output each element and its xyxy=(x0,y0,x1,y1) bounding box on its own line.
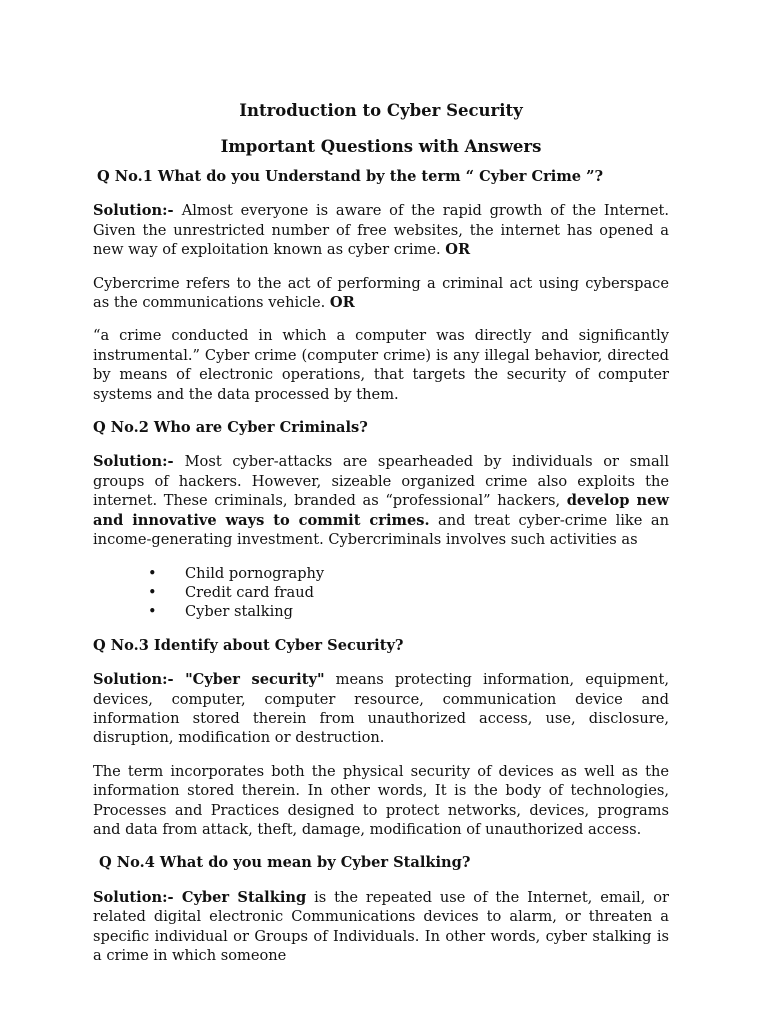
solution-label: Solution xyxy=(93,202,163,220)
question-4-answer-paragraph-1 xyxy=(93,888,669,966)
question-1-answer-paragraph-1 xyxy=(93,201,669,259)
question-2-answer-paragraph-1 xyxy=(93,452,669,549)
criminal-activities-list xyxy=(93,564,669,622)
solution-label-suffix: :- xyxy=(162,888,182,906)
list-item xyxy=(148,564,669,583)
list-item xyxy=(148,602,669,621)
question-2-heading: Q No.2 Who are Cyber Criminals? xyxy=(93,419,368,437)
document-title: Introduction to Cyber Security xyxy=(239,101,523,120)
answer-emphasis: "Cyber security" xyxy=(185,671,325,689)
answer-emphasis: Cyber Stalking xyxy=(181,888,307,906)
question-1-answer-paragraph-2 xyxy=(93,274,669,313)
bullet-icon: • xyxy=(148,603,157,621)
question-3-answer-paragraph-2: The term incorporates both the physical security of devices as well as the information stored therein. In other words, It is the body of technologies, Processes and Practices designed to protect networks, devices, programs and data from attack, theft, damage, modification of unauthorized access. xyxy=(93,762,669,838)
solution-label: Solution xyxy=(93,888,163,906)
list-item-label: Child pornography xyxy=(185,564,325,582)
question-1-answer-paragraph-3: “a crime conducted in which a computer was directly and significantly instrumental.” Cyber crime (computer crime) is any illegal behavior, directed by means of electronic operations, that targets the security of computer systems and the data processed by them. xyxy=(93,327,669,403)
or-keyword: OR xyxy=(445,241,471,259)
document-body xyxy=(93,96,669,965)
bullet-icon: • xyxy=(148,583,157,601)
question-1-heading: Q No.1 What do you Understand by the term “ Cyber Crime ”? xyxy=(97,168,604,185)
or-keyword: OR xyxy=(329,294,355,312)
solution-label-suffix: :- xyxy=(162,671,186,689)
question-3-heading: Q No.3 Identify about Cyber Security? xyxy=(93,636,404,654)
answer-text: Most cyber-attacks are spearheaded by individuals or small groups of hackers. However, sizeable organized crime also exploits the internet. These criminals, branded as “professional” hackers, xyxy=(93,453,670,510)
bullet-icon: • xyxy=(148,564,157,582)
solution-label: Solution xyxy=(93,671,163,689)
list-item-label: Credit card fraud xyxy=(185,583,314,601)
list-item xyxy=(148,583,669,602)
answer-text: means protecting information, equipment, devices, computer, computer resource, communication device and information stored therein from unauthorized access, use, disclosure, disruption, modification or destruction. xyxy=(93,671,669,747)
question-4-heading: Q No.4 What do you mean by Cyber Stalking? xyxy=(99,854,471,872)
answer-text: and treat cyber-crime like an income-generating investment. Cybercriminals involves such activities as xyxy=(93,511,669,549)
document-subtitle: Important Questions with Answers xyxy=(220,137,542,156)
question-3-answer-paragraph-1 xyxy=(93,670,669,748)
answer-text: is the repeated use of the Internet, email, or related digital electronic Communications devices to alarm, or threaten a specific individual or Groups of Individuals. In other words, cyber stalking is a crime in which someone xyxy=(93,888,669,964)
answer-text: Cybercrime refers to the act of performing a criminal act using cyberspace as the communications vehicle. xyxy=(93,274,669,312)
answer-text: Almost everyone is aware of the rapid growth of the Internet. Given the unrestricted number of free websites, the internet has opened a new way of exploitation known as cyber crime. xyxy=(93,202,669,259)
solution-label: Solution xyxy=(93,453,163,471)
solution-label-suffix: :- xyxy=(162,453,185,471)
answer-emphasis: develop new and innovative ways to commit crimes. xyxy=(93,492,669,529)
list-item-label: Cyber stalking xyxy=(185,603,293,621)
solution-label-suffix: :- xyxy=(162,202,182,220)
